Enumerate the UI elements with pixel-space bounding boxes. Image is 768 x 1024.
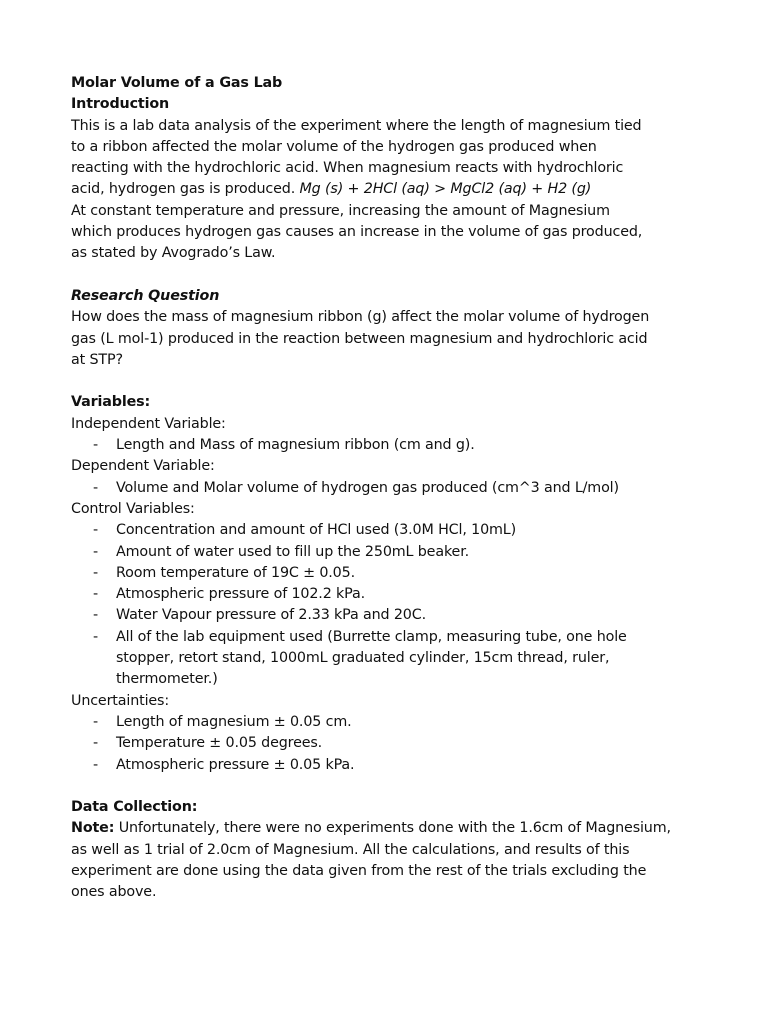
- research-question-heading: Research Question: [71, 287, 220, 304]
- note-line: [71, 818, 711, 839]
- introduction-paragraph: [71, 116, 711, 265]
- list-item-text: Length of magnesium ± 0.05 cm.: [116, 713, 352, 730]
- list-item-text: All of the lab equipment used (Burrette clamp, measuring tube, one hole: [116, 628, 627, 645]
- dash-bullet: -: [93, 713, 99, 730]
- list-item: [71, 584, 711, 605]
- dash-bullet: -: [93, 735, 99, 752]
- note-text: Unfortunately, there were no experiments done with the 1.6cm of Magnesium,: [114, 820, 671, 837]
- list-item: [71, 733, 711, 754]
- uncertainties-label: Uncertainties:: [71, 692, 169, 709]
- dependent-variable-label: Dependent Variable:: [71, 458, 215, 475]
- note-line: as well as 1 trial of 2.0cm of Magnesium. All the calculations, and results of this: [71, 841, 630, 858]
- dash-bullet: -: [93, 586, 99, 603]
- research-question-paragraph: [71, 307, 711, 371]
- list-item-continuation: thermometer.): [116, 671, 218, 688]
- list-item: [71, 520, 711, 541]
- dash-bullet: -: [93, 543, 99, 560]
- list-item: [71, 563, 711, 584]
- note-line: ones above.: [71, 884, 157, 901]
- document-title: Molar Volume of a Gas Lab: [71, 75, 283, 91]
- spacer: [71, 265, 711, 286]
- intro-line: to a ribbon affected the molar volume of the hydrogen gas produced when: [71, 138, 597, 155]
- dash-bullet: -: [93, 437, 99, 454]
- data-collection-heading: Data Collection:: [71, 799, 198, 816]
- list-item: [71, 478, 711, 499]
- dash-bullet: -: [93, 479, 99, 496]
- dash-bullet: -: [93, 607, 99, 624]
- note-paragraph: [71, 818, 711, 903]
- intro-line: This is a lab data analysis of the experiment where the length of magnesium tied: [71, 117, 642, 134]
- list-item-text: Concentration and amount of HCl used (3.0M HCl, 10mL): [116, 522, 517, 539]
- note-label: Note:: [71, 820, 115, 837]
- rq-line: How does the mass of magnesium ribbon (g) affect the molar volume of hydrogen: [71, 309, 650, 326]
- intro-line: reacting with the hydrochloric acid. When magnesium reacts with hydrochloric: [71, 160, 624, 177]
- independent-variable-label: Independent Variable:: [71, 415, 226, 432]
- intro-line: which produces hydrogen gas causes an increase in the volume of gas produced,: [71, 224, 643, 241]
- document-page: [71, 73, 711, 904]
- list-item: [71, 755, 711, 776]
- list-item: [71, 627, 711, 648]
- list-item: [71, 542, 711, 563]
- list-item-text: Room temperature of 19C ± 0.05.: [116, 564, 355, 581]
- intro-line-with-equation: [71, 179, 711, 200]
- variables-heading: Variables:: [71, 394, 151, 411]
- spacer: [71, 776, 711, 797]
- intro-line: At constant temperature and pressure, increasing the amount of Magnesium: [71, 202, 610, 219]
- list-item-text: Atmospheric pressure ± 0.05 kPa.: [116, 756, 355, 773]
- spacer: [71, 371, 711, 392]
- intro-text: acid, hydrogen gas is produced.: [71, 181, 300, 198]
- list-item-text: Volume and Molar volume of hydrogen gas produced (cm^3 and L/mol): [116, 479, 619, 496]
- control-variables-label: Control Variables:: [71, 500, 195, 517]
- dash-bullet: -: [93, 628, 99, 645]
- list-item-text: Length and Mass of magnesium ribbon (cm and g).: [116, 437, 475, 454]
- dash-bullet: -: [93, 564, 99, 581]
- reaction-equation: Mg (s) + 2HCl (aq) > MgCl2 (aq) + H2 (g): [299, 181, 592, 198]
- list-item-text: Atmospheric pressure of 102.2 kPa.: [116, 586, 366, 603]
- rq-line: at STP?: [71, 351, 123, 368]
- introduction-heading: Introduction: [71, 96, 170, 113]
- note-line: experiment are done using the data given from the rest of the trials excluding the: [71, 862, 647, 879]
- list-item-text: Temperature ± 0.05 degrees.: [116, 735, 323, 752]
- list-item: [71, 605, 711, 626]
- list-item: [71, 712, 711, 733]
- list-item-continuation: stopper, retort stand, 1000mL graduated cylinder, 15cm thread, ruler,: [116, 650, 610, 667]
- list-item: [71, 435, 711, 456]
- dash-bullet: -: [93, 756, 99, 773]
- dash-bullet: -: [93, 522, 99, 539]
- list-item-text: Water Vapour pressure of 2.33 kPa and 20C.: [116, 607, 426, 624]
- intro-line: as stated by Avogrado’s Law.: [71, 245, 276, 262]
- rq-line: gas (L mol-1) produced in the reaction between magnesium and hydrochloric acid: [71, 330, 648, 347]
- list-item-text: Amount of water used to fill up the 250mL beaker.: [116, 543, 470, 560]
